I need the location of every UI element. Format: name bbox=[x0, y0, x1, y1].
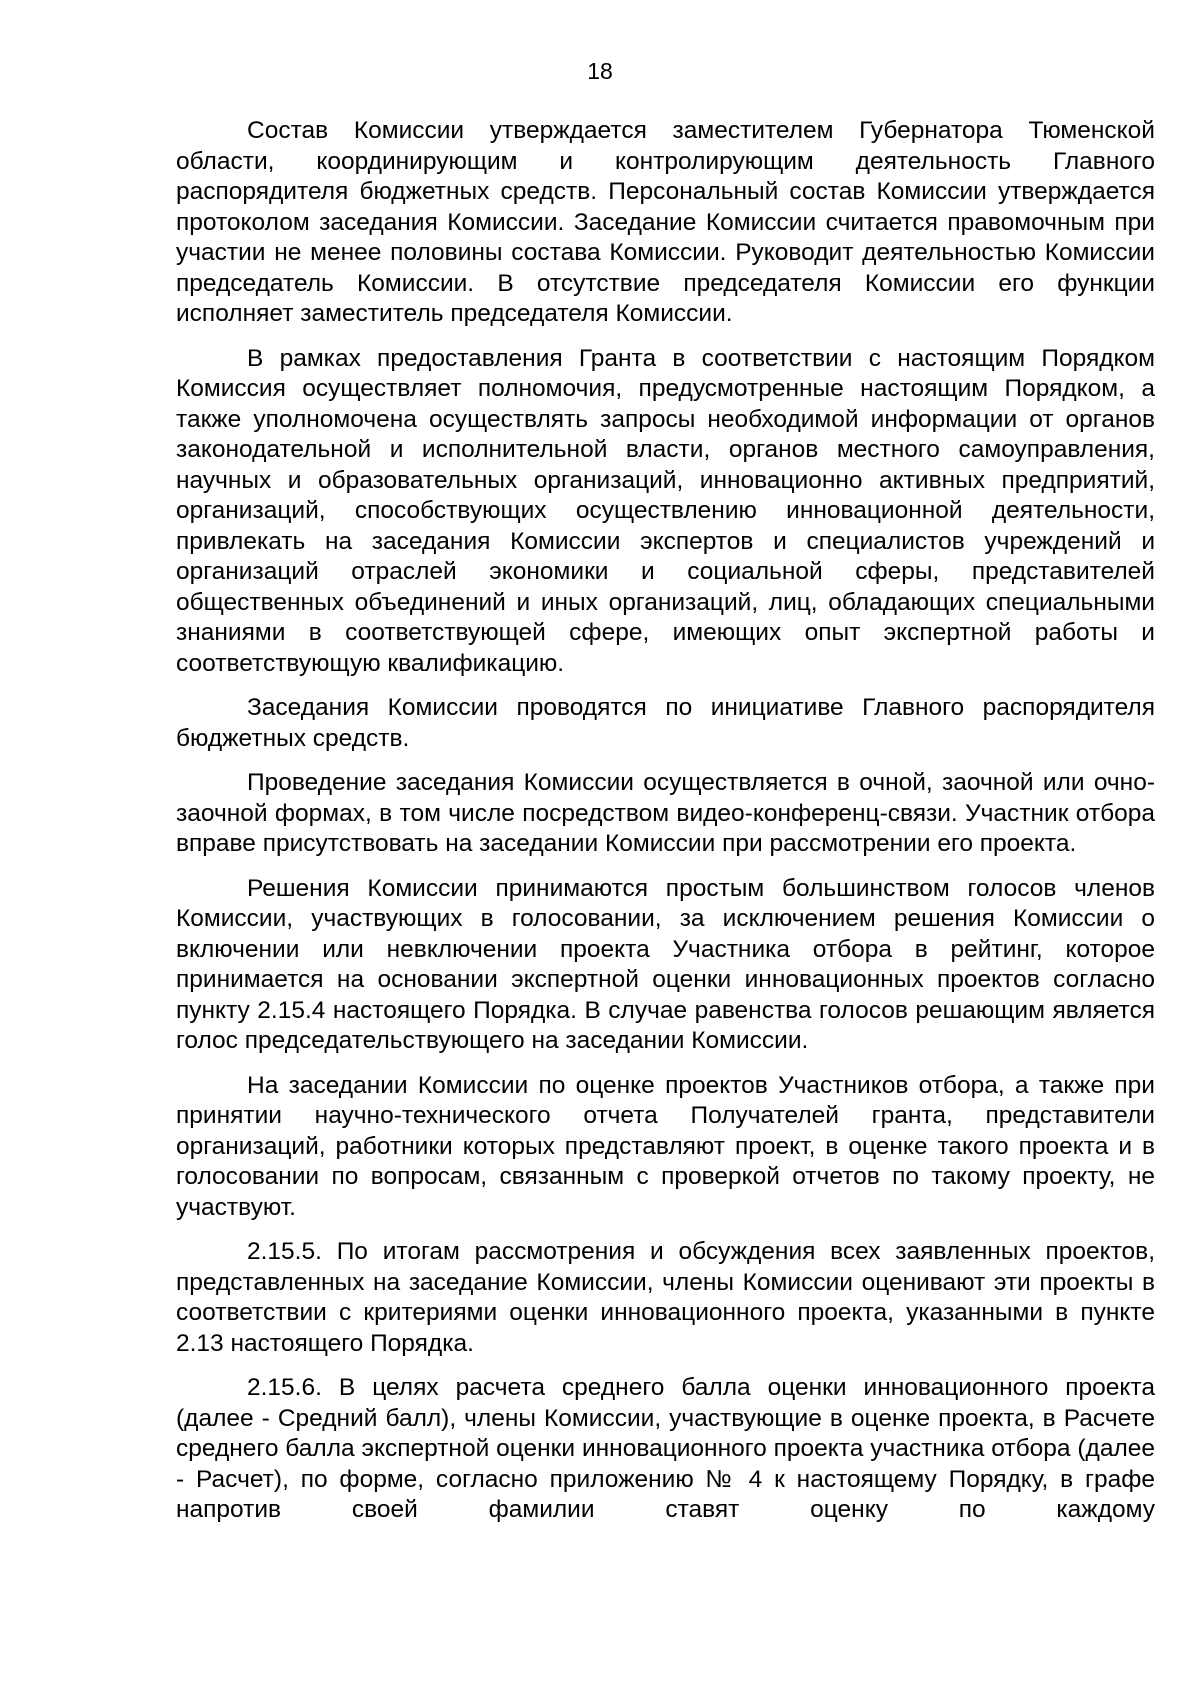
paragraph-conflict-of-interest: На заседании Комиссии по оценке проектов Участников отбора, а также при принятии научно-технического отчета Получателей гранта, представители организаций, работники которых представляют проект, в оценке такого проекта и в голосовании по вопросам, связанным с проверкой отчетов по такому проекту, не участвуют. bbox=[176, 1071, 1155, 1221]
paragraph-2-15-6: 2.15.6. В целях расчета среднего балла оценки инновационного проекта (далее - Средний балл), члены Комиссии, участвующие в оценке проекта, в Расчете среднего балла экспертной оценки инновационного проекта участника отбора (далее - Расчет), по форме, согласно приложению № 4 к настоящему Порядку, в графе напротив своей фамилии ставят оценку по каждому bbox=[176, 1374, 1155, 1523]
document-body bbox=[176, 116, 1155, 1540]
paragraph-meeting-format: Проведение заседания Комиссии осуществляется в очной, заочной или очно-заочной формах, в том числе посредством видео-конференц-связи. Участник отбора вправе присутствовать на заседании Комиссии при рассмотрении его проекта. bbox=[176, 769, 1155, 857]
paragraph-2-15-5: 2.15.5. По итогам рассмотрения и обсуждения всех заявленных проектов, представленных на заседание Комиссии, члены Комиссии оценивают эти проекты в соответствии с критериями оценки инновационного проекта, указанными в пункте 2.13 настоящего Порядка. bbox=[176, 1238, 1155, 1357]
paragraph-commission-composition: Состав Комиссии утверждается заместителем Губернатора Тюменской области, координирующим и контролирующим деятельность Главного распорядителя бюджетных средств. Персональный состав Комиссии утверждается протоколом заседания Комиссии. Заседание Комиссии считается правомочным при участии не менее половины состава Комиссии. Руководит деятельностью Комиссии председатель Комиссии. В отсутствие председателя Комиссии его функции исполняет заместитель председателя Комиссии. bbox=[176, 117, 1155, 327]
page-number: 18 bbox=[587, 58, 613, 84]
paragraph-commission-powers: В рамках предоставления Гранта в соответствии с настоящим Порядком Комиссия осуществляет полномочия, предусмотренные настоящим Порядком, а также уполномочена осуществлять запросы необходимой информации от органов законодательной и исполнительной власти, органов местного самоуправления, научных и образовательных организаций, инновационно активных предприятий, организаций, способствующих осуществлению инновационной деятельности, привлекать на заседания Комиссии экспертов и специалистов учреждений и организаций отраслей экономики и социальной сферы, представителей общественных объединений и иных организаций, лиц, обладающих специальными знаниями в соответствующей сфере, имеющих опыт экспертной работы и соответствующую квалификацию. bbox=[176, 344, 1155, 677]
paragraph-meeting-initiative: Заседания Комиссии проводятся по инициативе Главного распорядителя бюджетных средств. bbox=[176, 694, 1155, 752]
paragraph-commission-decisions: Решения Комиссии принимаются простым большинством голосов членов Комиссии, участвующих в голосовании, за исключением решения Комиссии о включении или невключении проекта Участника отбора в рейтинг, которое принимается на основании экспертной оценки инновационных проектов согласно пункту 2.15.4 настоящего Порядка. В случае равенства голосов решающим является голос председательствующего на заседании Комиссии. bbox=[176, 874, 1155, 1054]
